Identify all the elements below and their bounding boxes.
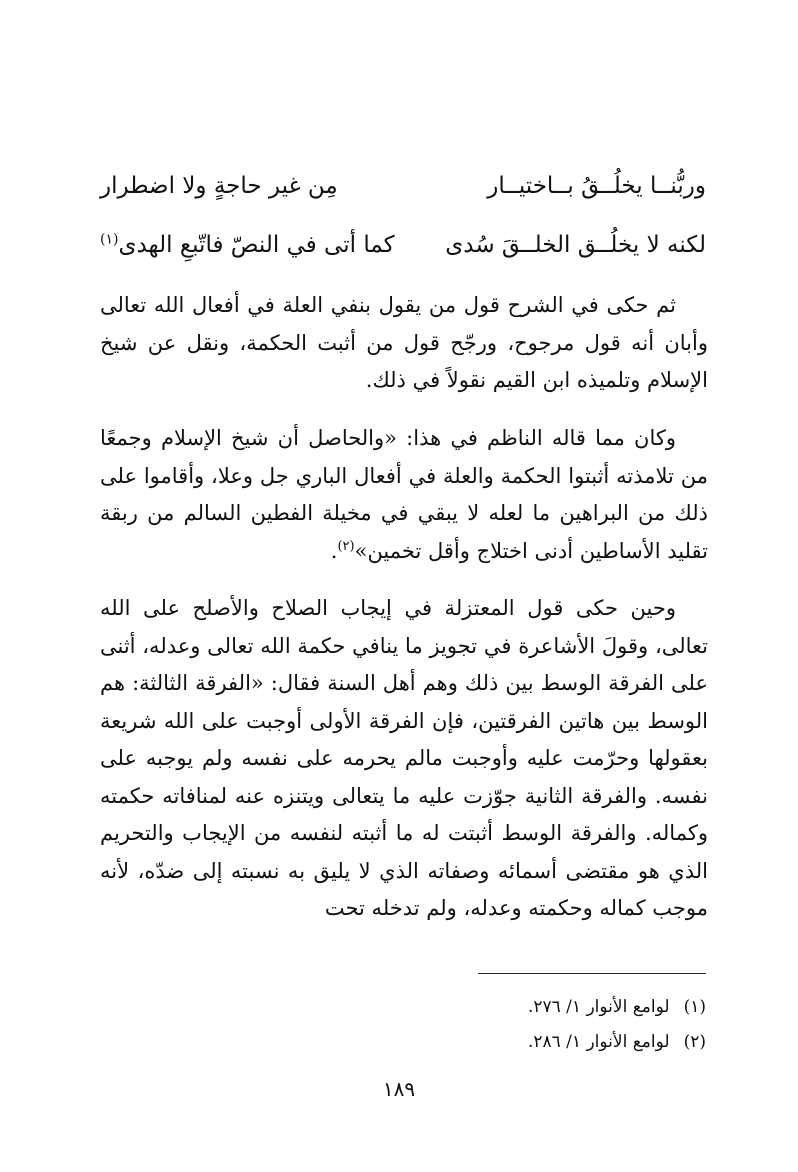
footnote-1-number: (١) (683, 997, 706, 1017)
footnote-1-text: لوامع الأنوار ١/ ٢٧٦. (527, 997, 670, 1017)
footnote-2 (306, 1027, 706, 1057)
paragraph-3-text: وحين حكى قول المعتزلة في إيجاب الصلاح والأصلح على الله تعالى، وقولَ الأشاعرة في تجويز ما ينافي حكمة الله تعالى وعدله، أثنى على الفرقة الوسط بين ذلك وهم أهل السنة فقال: «الفرقة الثالثة: هم الوسط بين هاتين الفرقتين، فإن الفرقة الأولى أوجبت على الله شريعة بعقولها وحرّمت عليه وأوجبت مالم يحرمه على نفسه ولم يوجبه على نفسه. والفرقة الثانية جوّزت عليه ما يتعالى ويتنزه عنه لمنافاته حكمته وكماله. والفرقة الوسط أثبتت له ما أثبته لنفسه من الإيجاب والتحريم الذي هو مقتضى أسمائه وصفاته الذي لا يليق به نسبته إلى ضدّه، لأنه موجب كماله وحكمته وعدله، ولم تدخله تحت (100, 596, 709, 920)
footnote-1 (306, 992, 706, 1022)
footnote-2-text: لوامع الأنوار ١/ ٢٨٦. (527, 1032, 670, 1052)
page-number: ١٨٩ (382, 1077, 416, 1101)
paragraph-1-text: ثم حكى في الشرح قول من يقول بنفي العلة في أفعال الله تعالى وأبان أنه قول مرجوح، ورجّح قول من أثبت الحكمة، ونقل عن شيخ الإسلام وتلميذه ابن القيم نقولاً في ذلك. (100, 293, 708, 392)
verse-2-second-hemistich (100, 225, 395, 265)
verse-1-first-hemistich: وربُّنــا يخلُــقُ بــاختيــار (487, 173, 706, 199)
verse-line-1 (100, 166, 706, 206)
verse-2-first-hemistich: لكنه لا يخلُــق الخلــقَ سُدى (445, 232, 706, 258)
paragraph-1 (100, 287, 708, 400)
paragraph-2-text: وكان مما قاله الناظم في هذا: «والحاصل أن شيخ الإسلام وجمعًا من تلامذته أثبتوا الحكمة والعلة في أفعال الباري جل وعلا، وأقاموا على ذلك من البراهين ما لعله لا يبقي في مخيلة الفطين السالم من ربقة تقليد الأساطين أدنى اختلاج وأقل تخمين» (100, 426, 708, 563)
verse-2-second-hemistich-text: كما أتى في النصّ فاتّبعِ الهدى (118, 232, 395, 258)
paragraph-2-tail: . (330, 538, 338, 563)
footnote-ref-1[interactable]: (١) (100, 231, 119, 248)
paragraph-2 (100, 420, 708, 570)
footnote-separator (478, 973, 706, 974)
footnote-ref-2[interactable]: (٢) (337, 538, 355, 554)
paragraph-3 (100, 590, 708, 928)
verse-line-2 (100, 225, 706, 265)
footnote-2-number: (٢) (683, 1032, 706, 1052)
verse-1-second-hemistich: مِن غير حاجةٍ ولا اضطرار (100, 173, 338, 199)
